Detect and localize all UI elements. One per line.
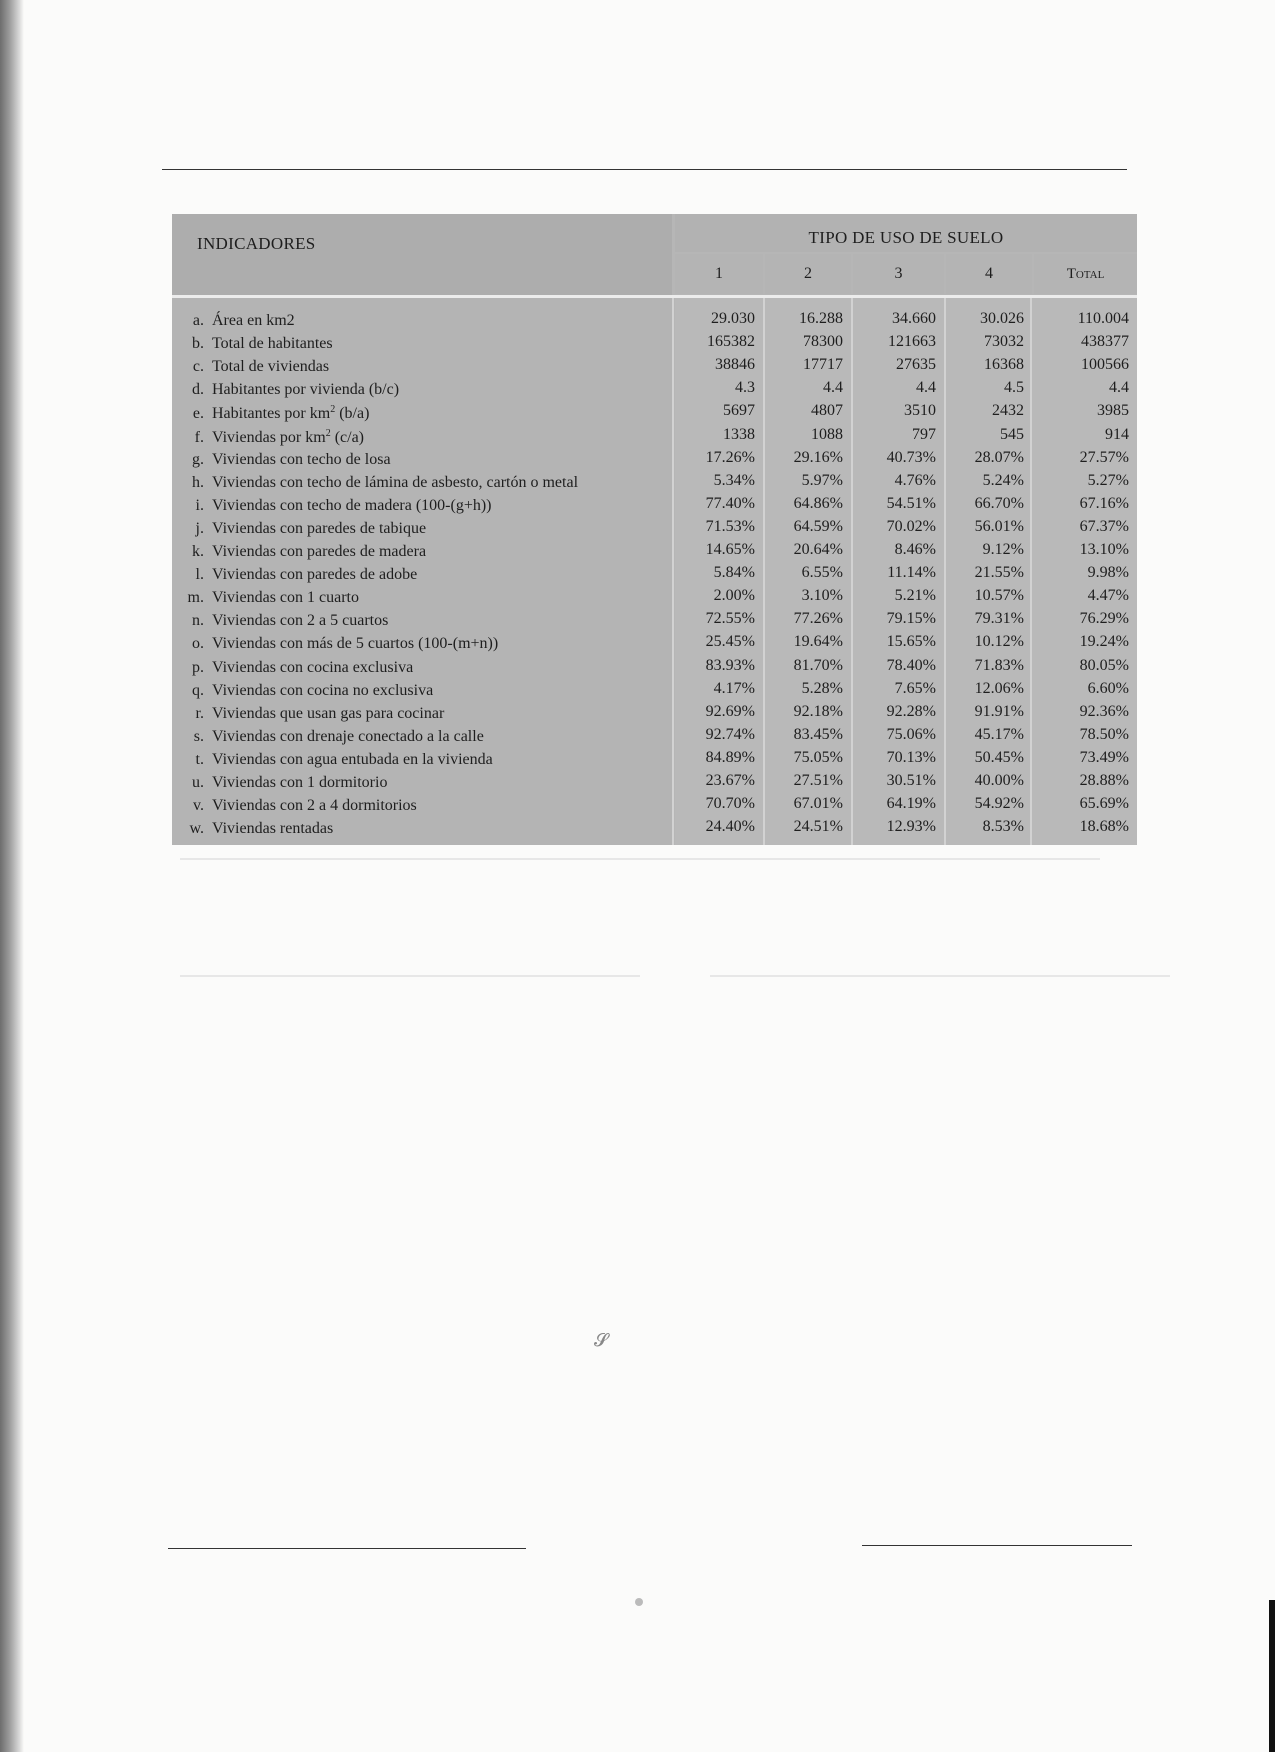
table-row [172,402,1137,425]
row-letter: f. [194,428,204,446]
table-row [172,356,1137,379]
row-label [182,728,672,746]
value-col-1: 4.17% [713,679,755,697]
value-col-2: 4.4 [823,379,843,397]
value-total: 73.49% [1079,748,1129,766]
value-total: 78.50% [1079,725,1129,743]
value-col-1: 29.030 [711,310,755,327]
value-col-2: 19.64% [793,633,843,651]
value-col-4: 30.026 [980,310,1024,327]
row-letter: r. [195,704,204,722]
faded-text-block [180,975,640,977]
value-col-4: 66.70% [974,494,1024,512]
value-col-2: 29.16% [793,448,843,466]
value-col-2: 83.45% [793,725,843,743]
binding-shadow [0,0,24,1752]
row-letter: h. [192,473,204,491]
group-header: TIPO DE USO DE SUELO [808,228,1004,247]
row-label [182,682,672,700]
row-label [182,635,672,653]
row-label [182,797,672,815]
value-total: 5.27% [1087,471,1129,489]
row-label [182,474,672,492]
value-col-3: 30.51% [886,772,936,789]
value-total: 76.29% [1079,610,1129,628]
column-header-total: Total [1034,254,1137,294]
row-text: Área en km2 [212,312,295,329]
value-col-2: 75.05% [793,748,843,766]
table-row [172,703,1137,726]
value-col-3: 78.40% [886,656,936,674]
value-col-4: 2432 [992,402,1024,420]
row-text: Viviendas por $km^2$ (c/a) [212,427,364,446]
table-row [172,818,1137,841]
value-col-1: 38846 [715,356,755,374]
row-label [182,451,672,469]
value-col-2: 5.28% [801,679,843,697]
value-col-4: 4.5 [1004,379,1024,397]
table-row [172,564,1137,587]
row-text: Viviendas que usan gas para cocinar [212,704,445,722]
value-col-3: 121663 [888,333,936,351]
value-col-4: 21.55% [974,564,1024,582]
row-letter: t. [195,750,204,768]
value-col-3: 4.76% [894,471,936,489]
value-col-4: 28.07% [974,448,1024,466]
row-letter: l. [195,566,204,584]
value-col-3: 79.15% [886,610,936,628]
table-row [172,333,1137,356]
indicators-header-cell [172,214,672,297]
value-col-4: 9.12% [982,541,1024,558]
row-letter: v. [193,797,204,815]
row-text: Viviendas con 2 a 5 cuartos [212,612,389,630]
value-col-1: 2.00% [713,587,755,605]
value-col-1: 1338 [723,425,755,443]
column-header-4: 4 [946,254,1032,294]
row-text: Habitantes por $km^2$ (b/a) [212,404,370,423]
row-text: Viviendas con techo de losa [212,450,391,468]
table-row [172,587,1137,610]
value-col-4: 91.91% [974,702,1024,720]
row-letter: q. [192,681,204,699]
value-col-3: 797 [912,425,936,443]
value-col-3: 34.660 [892,310,936,327]
value-col-3: 4.4 [916,379,936,397]
value-col-3: 8.46% [894,541,936,558]
value-total: 92.36% [1079,702,1129,720]
value-total: 438377 [1081,333,1129,351]
value-col-1: 92.69% [705,702,755,720]
value-col-2: 16.288 [799,310,843,327]
table-row [172,772,1137,795]
row-label [182,404,672,423]
value-col-3: 15.65% [886,633,936,651]
column-header-3: 3 [853,254,944,294]
value-total: 100566 [1081,356,1129,374]
table-row [172,680,1137,703]
row-text: Habitantes por vivienda (b/c) [212,381,400,399]
row-text: Viviendas con 1 cuarto [212,589,359,607]
value-total: 4.47% [1087,587,1129,605]
row-letter: s. [193,727,204,745]
row-letter: b. [192,335,204,353]
value-col-1: 5697 [723,402,755,420]
value-total: 110.004 [1077,310,1129,327]
value-col-1: 23.67% [705,772,755,789]
value-col-1: 25.45% [705,633,755,651]
value-col-1: 165382 [707,333,755,351]
faded-text-block [710,975,1170,977]
value-col-1: 70.70% [705,795,755,813]
value-col-4: 10.57% [974,587,1024,605]
top-rule [162,169,1127,170]
value-col-1: 72.55% [705,610,755,628]
table-row [172,726,1137,749]
value-col-4: 54.92% [974,795,1024,813]
row-label [182,335,672,353]
value-col-3: 40.73% [886,448,936,466]
row-letter: j. [195,519,204,537]
value-col-1: 83.93% [705,656,755,674]
table-row [172,472,1137,495]
value-col-3: 75.06% [886,725,936,743]
column-header-1: 1 [675,254,763,294]
row-text: Viviendas con 1 dormitorio [212,774,388,791]
row-label [182,428,672,447]
row-text: Viviendas con cocina exclusiva [212,658,414,676]
value-col-3: 11.14% [887,564,936,582]
table-row [172,379,1137,402]
value-col-2: 6.55% [801,564,843,582]
value-col-2: 78300 [803,333,843,351]
value-total: 914 [1105,425,1129,443]
row-letter: g. [192,450,204,468]
row-text: Total de habitantes [212,335,333,353]
value-col-3: 92.28% [886,702,936,720]
value-col-2: 64.86% [793,494,843,512]
value-col-4: 5.24% [982,471,1024,489]
row-label [182,820,672,838]
value-col-2: 3.10% [801,587,843,605]
value-col-1: 71.53% [705,517,755,535]
value-total: 18.68% [1079,818,1129,836]
value-col-2: 1088 [811,425,843,443]
value-col-3: 70.13% [886,748,936,766]
scribble-mark: 𝓢 [594,1330,608,1350]
indicators-header: INDICADORES [197,234,316,253]
value-total: 67.37% [1079,517,1129,535]
value-col-2: 5.97% [801,471,843,489]
column-headers [675,254,1137,294]
table-row [172,495,1137,518]
row-letter: i. [195,496,204,514]
faded-line [180,858,1100,860]
value-col-3: 54.51% [886,494,936,512]
row-letter: e. [192,405,204,423]
value-col-4: 12.06% [974,679,1024,697]
value-total: 27.57% [1079,448,1129,466]
value-col-3: 70.02% [886,517,936,535]
value-col-2: 64.59% [793,517,843,535]
table-row [172,610,1137,633]
row-text: Viviendas rentadas [212,820,334,838]
value-col-1: 5.34% [713,471,755,489]
value-col-4: 45.17% [974,725,1024,743]
value-col-4: 71.83% [974,656,1024,674]
table-row [172,449,1137,472]
value-col-3: 3510 [904,402,936,420]
row-label [182,381,672,399]
row-letter: p. [192,658,204,676]
row-letter: m. [187,589,204,607]
row-text: Total de viviendas [212,358,330,376]
row-text: Viviendas con drenaje conectado a la calle [212,727,484,745]
table-row [172,749,1137,772]
value-total: 28.88% [1079,772,1129,789]
value-col-4: 73032 [984,333,1024,351]
row-text: Viviendas con más de 5 cuartos (100-(m+n)) [212,635,499,653]
row-text: Viviendas con techo de lámina de asbesto, cartón o metal [212,473,579,491]
row-label [182,543,672,561]
value-total: 13.10% [1079,541,1129,558]
value-col-2: 24.51% [793,818,843,836]
row-text: Viviendas con paredes de madera [212,543,427,560]
row-label [182,566,672,584]
value-col-1: 77.40% [705,494,755,512]
row-letter: c. [192,358,204,376]
value-col-2: 27.51% [793,772,843,789]
value-col-3: 64.19% [886,795,936,813]
value-col-4: 40.00% [974,772,1024,789]
row-text: Viviendas con 2 a 4 dormitorios [212,797,417,815]
footer-rule-right [862,1545,1132,1546]
value-col-2: 92.18% [793,702,843,720]
value-col-2: 20.64% [793,541,843,558]
value-col-2: 17717 [803,356,843,374]
value-col-3: 7.65% [894,679,936,697]
value-total: 19.24% [1079,633,1129,651]
value-col-3: 12.93% [886,818,936,836]
value-total: 80.05% [1079,656,1129,674]
row-text: Viviendas con techo de madera (100-(g+h)) [212,496,492,514]
value-col-3: 5.21% [894,587,936,605]
value-col-4: 50.45% [974,748,1024,766]
value-col-4: 10.12% [974,633,1024,651]
row-text: Viviendas con cocina no exclusiva [212,681,434,699]
row-letter: u. [192,774,204,791]
table-row [172,310,1137,333]
value-col-4: 56.01% [974,517,1024,535]
row-label [182,751,672,769]
row-label [182,659,672,677]
row-text: Viviendas con paredes de tabique [212,519,427,537]
value-col-1: 17.26% [705,448,755,466]
value-total: 3985 [1097,402,1129,420]
indicators-table [172,214,1137,845]
value-col-2: 67.01% [793,795,843,813]
value-col-3: 27635 [896,356,936,374]
value-col-2: 81.70% [793,656,843,674]
value-col-1: 24.40% [705,818,755,836]
value-col-2: 77.26% [793,610,843,628]
row-label [182,520,672,538]
value-col-1: 5.84% [713,564,755,582]
row-label [182,312,672,330]
column-header-2: 2 [765,254,851,294]
value-col-1: 84.89% [705,748,755,766]
row-label [182,497,672,515]
table-row [172,518,1137,541]
row-text: Viviendas con paredes de adobe [212,566,418,584]
value-total: 4.4 [1109,379,1129,397]
row-letter: a. [192,312,204,329]
value-col-1: 4.3 [735,379,755,397]
value-total: 9.98% [1087,564,1129,582]
row-label [182,612,672,630]
row-label [182,589,672,607]
value-col-1: 14.65% [705,541,755,558]
value-col-4: 8.53% [982,818,1024,836]
row-text: Viviendas con agua entubada en la vivienda [212,750,493,768]
table-row [172,541,1137,564]
table-row [172,795,1137,818]
group-header-cell [675,214,1137,252]
footer-rule-left [168,1548,526,1549]
row-label [182,774,672,792]
row-letter: o. [192,635,204,653]
row-letter: w. [189,820,204,838]
value-total: 6.60% [1087,679,1129,697]
row-label [182,358,672,376]
value-col-2: 4807 [811,402,843,420]
row-letter: k. [192,543,204,560]
value-col-4: 79.31% [974,610,1024,628]
value-total: 67.16% [1079,494,1129,512]
value-total: 65.69% [1079,795,1129,813]
page-dot [635,1598,643,1606]
row-label [182,705,672,723]
table-row [172,657,1137,680]
page-edge-shadow [1269,1600,1275,1752]
value-col-4: 545 [1000,425,1024,443]
row-letter: d. [192,381,204,399]
value-col-1: 92.74% [705,725,755,743]
value-col-4: 16368 [984,356,1024,374]
table-row [172,426,1137,449]
row-letter: n. [192,612,204,630]
table-row [172,633,1137,656]
